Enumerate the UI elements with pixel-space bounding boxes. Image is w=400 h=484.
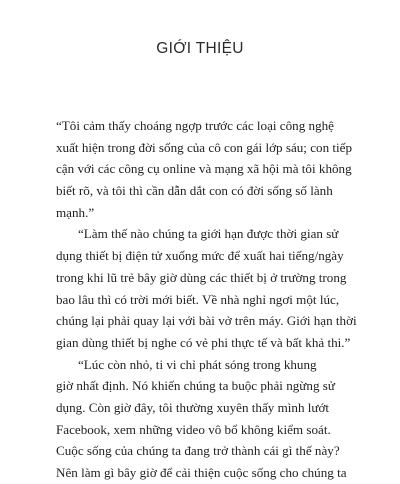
chapter-title: GIỚI THIỆU [156,40,244,57]
text-line: Cuộc sống của chúng ta đang trở thành cái gì thế này? [56,443,340,459]
text-line: bao lâu thì có trời mới biết. Về nhà nghỉ ngơi một lúc, [56,291,340,307]
text-line: xuất hiện trong đời sống của cô con gái lớp sáu; con tiếp [56,139,353,155]
text-line: giờ nhất định. Nó khiến chúng ta buộc phải ngừng sử [56,378,335,394]
text-line: “Lúc còn nhỏ, ti vi chỉ phát sóng trong khung [78,356,317,372]
text-line: Nên làm gì bây giờ để cải thiện cuộc sống cho chúng ta [56,465,347,480]
text-line: “Làm thế nào chúng ta giới hạn được thời gian sử [78,226,339,242]
text-line: Facebook, xem những video vô bổ không kiểm soát. [56,421,331,437]
text-line: cận với các công cụ online và mạng xã hội mà tôi không [56,161,352,177]
text-line: dụng. Còn giờ đây, tôi thường xuyên thấy mình lướt [56,399,330,415]
text-line: dụng thiết bị điện tử xuống mức để xuất hai tiếng/ngày [56,248,344,264]
text-line: mạnh.” [56,204,95,220]
text-line: chúng lại phải quay lại với bài vở trên máy. Giới hạn thời [56,313,357,329]
text-line: biết rõ, và tôi thì cần dẫn dắt con có đời sống số lành [56,183,333,199]
body-text [56,115,357,484]
text-line: gian dùng thiết bị nghe có vẻ phi thực tế và bất khả thi.” [56,334,351,350]
text-line: “Tôi cảm thấy choáng ngợp trước các loại công nghệ [56,118,334,133]
text-line: trong khi lũ trẻ bây giờ dùng các thiết bị ở trường trong [56,269,347,285]
